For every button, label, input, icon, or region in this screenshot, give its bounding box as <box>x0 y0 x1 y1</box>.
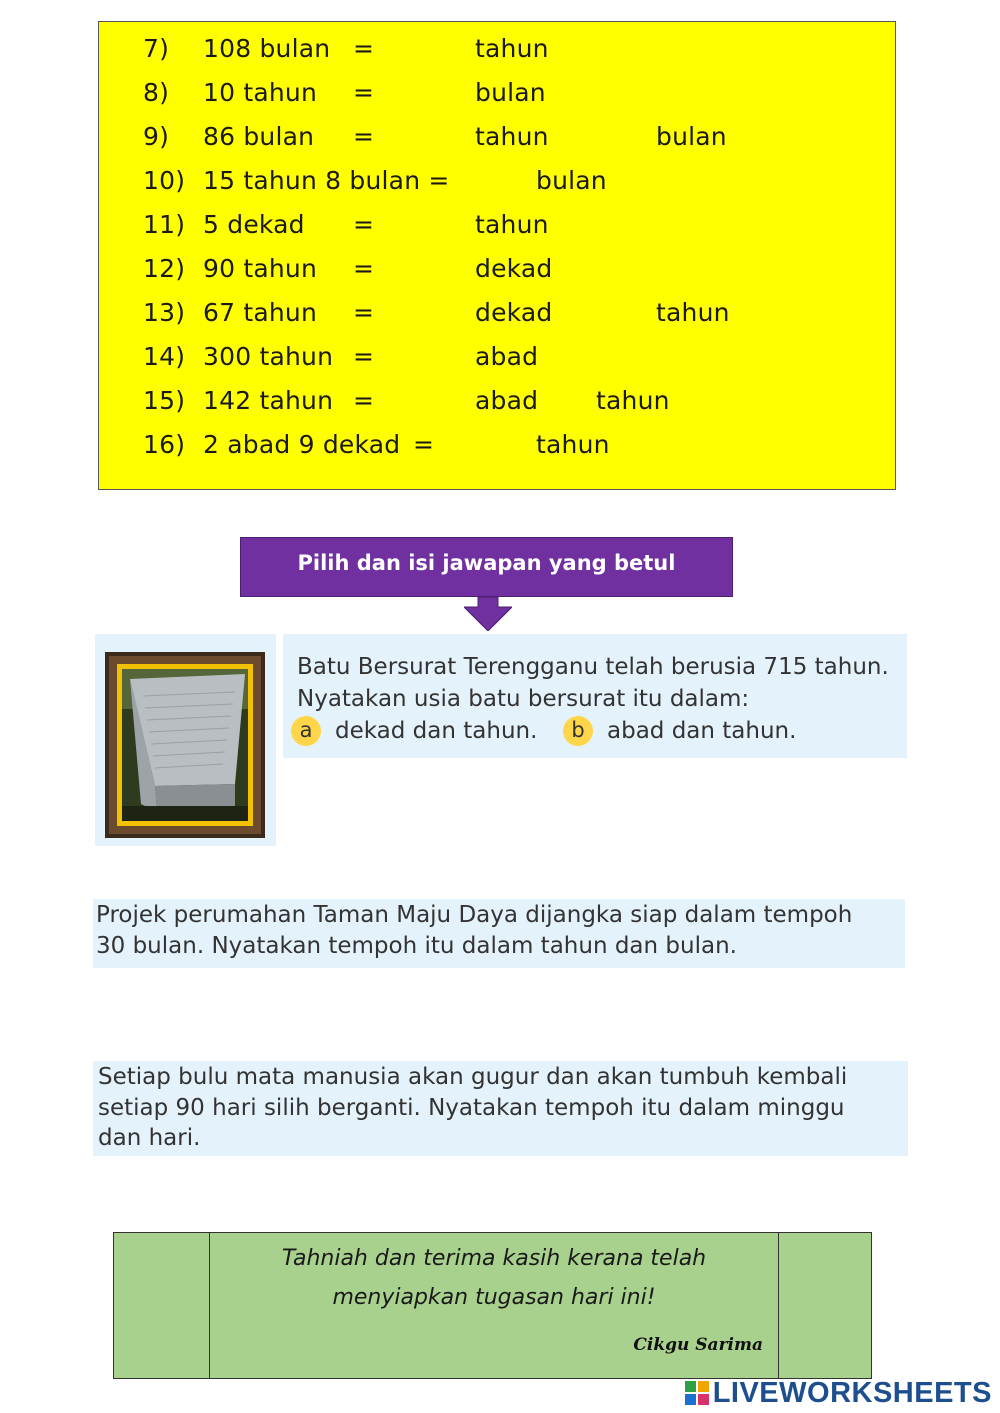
equals-sign: = <box>353 342 375 371</box>
option-a-badge: a <box>291 716 321 746</box>
row-question: 2 abad 9 dekad <box>203 430 401 459</box>
instruction-banner <box>240 537 733 597</box>
row-number: 11) <box>143 210 186 239</box>
answer-unit: dekad <box>475 298 553 327</box>
answer-unit: abad <box>475 342 539 371</box>
row-number: 9) <box>143 122 170 151</box>
exercise-row <box>99 298 895 342</box>
row-number: 16) <box>143 430 186 459</box>
equals-sign: = <box>353 78 375 107</box>
row-question: 108 bulan <box>203 34 331 63</box>
equals-sign: = <box>353 298 375 327</box>
liveworksheets-brand[interactable] <box>685 1376 992 1410</box>
equals-sign: = <box>353 34 375 63</box>
answer-unit: abad <box>475 386 539 415</box>
equals-sign: = <box>353 386 375 415</box>
closing-line-1: Tahniah dan terima kasih kerana telah <box>281 1246 707 1271</box>
row-question: 300 tahun <box>203 342 334 371</box>
closing-box <box>113 1232 872 1379</box>
exercise-box <box>98 21 896 490</box>
row-question: 15 tahun 8 bulan = <box>203 166 450 195</box>
answer-unit: tahun <box>475 210 549 239</box>
option-a-text: dekad dan tahun. <box>335 718 538 744</box>
row-number: 7) <box>143 34 170 63</box>
row-number: 14) <box>143 342 186 371</box>
equals-sign: = <box>413 430 435 459</box>
answer-unit: bulan <box>536 166 607 195</box>
question-3-line-1: Setiap bulu mata manusia akan gugur dan akan tumbuh kembali <box>98 1064 848 1090</box>
exercise-row <box>99 430 895 474</box>
answer-unit: tahun <box>536 430 610 459</box>
brand-name: LIVEWORKSHEETS <box>712 1376 992 1409</box>
answer-unit: tahun <box>475 34 549 63</box>
exercise-row <box>99 122 895 166</box>
row-number: 10) <box>143 166 186 195</box>
answer-unit: dekad <box>475 254 553 283</box>
exercise-row <box>99 34 895 78</box>
closing-line-2: menyiapkan tugasan hari ini! <box>332 1285 656 1310</box>
banner-title: Pilih dan isi jawapan yang betul <box>297 551 676 575</box>
row-question: 5 dekad <box>203 210 305 239</box>
row-question: 10 tahun <box>203 78 318 107</box>
liveworksheets-logo-icon <box>685 1381 709 1405</box>
equals-sign: = <box>353 210 375 239</box>
answer-unit: tahun <box>475 122 549 151</box>
teacher-signature: Cikgu Sarima <box>633 1335 763 1355</box>
question-1-line-2: Nyatakan usia batu bersurat itu dalam: <box>297 686 750 712</box>
question-1-line-1: Batu Bersurat Terengganu telah berusia 715 tahun. <box>297 654 889 680</box>
row-number: 12) <box>143 254 186 283</box>
option-b-text: abad dan tahun. <box>607 718 797 744</box>
equals-sign: = <box>353 122 375 151</box>
column-divider <box>778 1233 779 1378</box>
exercise-row <box>99 386 895 430</box>
answer-unit-2: tahun <box>656 298 730 327</box>
row-question: 86 bulan <box>203 122 315 151</box>
equals-sign: = <box>353 254 375 283</box>
down-arrow-icon <box>464 597 512 631</box>
question-2-line-1: Projek perumahan Taman Maju Daya dijangka siap dalam tempoh <box>96 902 853 928</box>
row-number: 8) <box>143 78 170 107</box>
exercise-row <box>99 254 895 298</box>
question-3-line-3: dan hari. <box>98 1125 201 1151</box>
row-question: 90 tahun <box>203 254 318 283</box>
question-2-line-2: 30 bulan. Nyatakan tempoh itu dalam tahun dan bulan. <box>96 933 737 959</box>
option-b-badge: b <box>563 716 593 746</box>
picture-panel <box>95 634 276 846</box>
row-question: 67 tahun <box>203 298 318 327</box>
answer-unit: bulan <box>475 78 546 107</box>
exercise-row <box>99 210 895 254</box>
exercise-row <box>99 166 895 210</box>
exercise-row <box>99 342 895 386</box>
answer-unit-2: tahun <box>596 386 670 415</box>
row-number: 13) <box>143 298 186 327</box>
answer-unit-2: bulan <box>656 122 727 151</box>
question-3-line-2: setiap 90 hari silih berganti. Nyatakan tempoh itu dalam minggu <box>98 1095 845 1121</box>
batu-bersurat-photo <box>95 634 276 846</box>
row-question: 142 tahun <box>203 386 334 415</box>
row-number: 15) <box>143 386 186 415</box>
exercise-row <box>99 78 895 122</box>
